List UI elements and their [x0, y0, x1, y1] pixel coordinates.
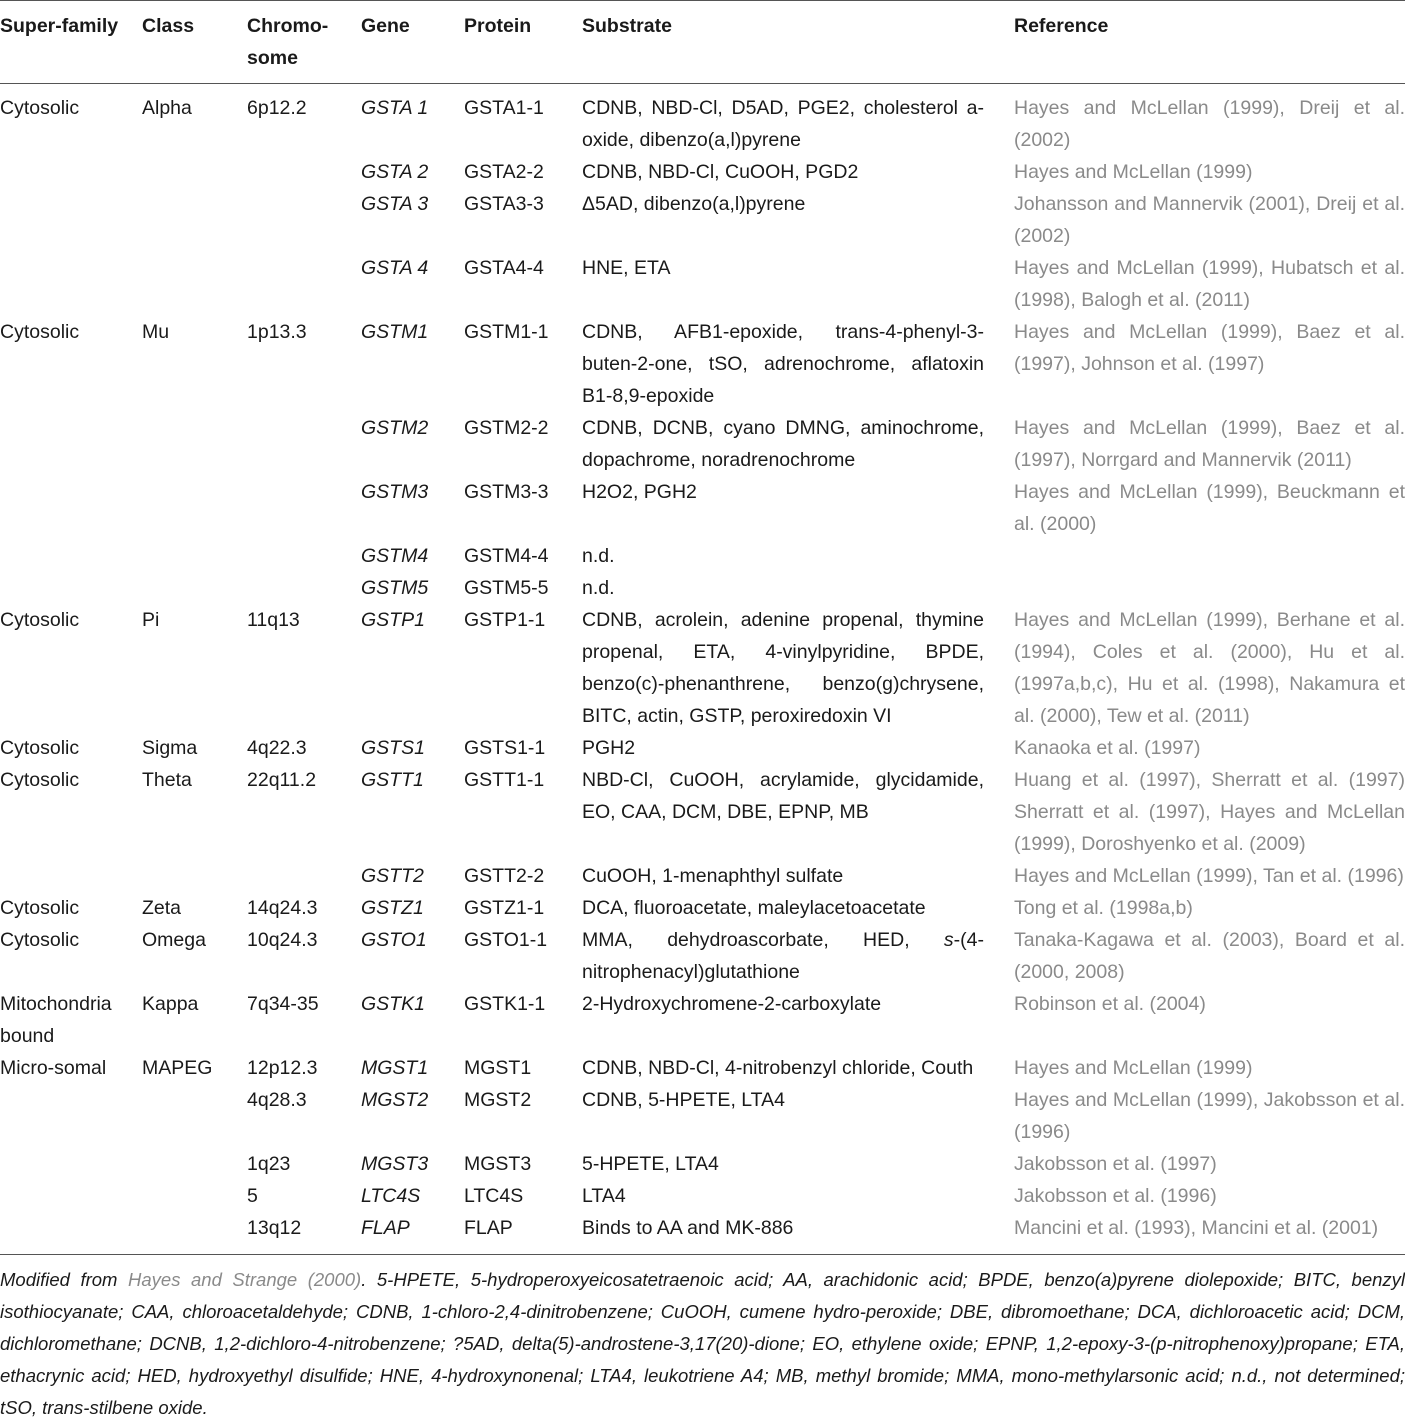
cell-reference[interactable]: Huang et al. (1997), Sherratt et al. (1997) Sherratt et al. (1997), Hayes and McLellan (1999), Doroshyenko et al. (2009)	[1014, 769, 1405, 855]
table-header	[0, 1, 1405, 84]
cell-substrate: CDNB, NBD-Cl, CuOOH, PGD2	[582, 161, 859, 183]
table-row	[0, 540, 1405, 572]
cell-superfamily: Cytosolic	[0, 769, 80, 791]
cell-protein: GSTM3-3	[464, 481, 549, 503]
cell-protein: GSTM1-1	[464, 321, 549, 343]
header-reference: Reference	[1014, 1, 1405, 84]
cell-chromosome: 10q24.3	[247, 929, 318, 951]
cell-gene: GSTZ1	[361, 897, 424, 919]
cell-protein: GSTA1-1	[464, 97, 544, 119]
cell-superfamily: Micro-somal	[0, 1057, 107, 1079]
table-row	[0, 860, 1405, 892]
cell-class: Sigma	[142, 737, 198, 759]
cell-class	[142, 188, 247, 252]
header-substrate: Substrate	[582, 1, 1014, 84]
table-row	[0, 732, 1405, 764]
cell-reference[interactable]: Hayes and McLellan (1999), Baez et al. (1997), Johnson et al. (1997)	[1014, 321, 1405, 375]
cell-gene: MGST2	[361, 1089, 429, 1111]
table-row	[0, 412, 1405, 476]
cell-superfamily	[0, 476, 142, 540]
cell-protein: MGST3	[464, 1153, 532, 1175]
cell-superfamily	[0, 1148, 142, 1180]
cell-chromosome: 1q23	[247, 1153, 291, 1175]
table-row	[0, 1084, 1405, 1148]
cell-chromosome	[247, 860, 361, 892]
cell-gene: GSTM1	[361, 321, 429, 343]
cell-chromosome	[247, 540, 361, 572]
cell-protein: FLAP	[464, 1212, 582, 1255]
cell-superfamily	[0, 1180, 142, 1212]
cell-chromosome: 12p12.3	[247, 1057, 318, 1079]
cell-gene: MGST1	[361, 1057, 429, 1079]
cell-substrate: 2-Hydroxychromene-2-carboxylate	[582, 993, 882, 1015]
cell-chromosome: 4q28.3	[247, 1089, 307, 1111]
header-protein: Protein	[464, 1, 582, 84]
cell-gene: LTC4S	[361, 1185, 421, 1207]
cell-gene: GSTT1	[361, 769, 424, 791]
cell-gene: GSTA 3	[361, 193, 429, 215]
cell-chromosome	[247, 572, 361, 604]
cell-reference[interactable]: Hayes and McLellan (1999), Hubatsch et al. (1998), Balogh et al. (2011)	[1014, 257, 1405, 311]
cell-reference	[1014, 572, 1405, 604]
cell-gene: MGST3	[361, 1153, 429, 1175]
cell-substrate: CDNB, AFB1-epoxide, trans-4-phenyl-3-buten-2-one, tSO, adrenochrome, aflatoxin B1-8,9-epoxide	[582, 321, 984, 407]
cell-class: Zeta	[142, 897, 182, 919]
cell-superfamily: Cytosolic	[0, 929, 80, 951]
cell-chromosome	[247, 188, 361, 252]
cell-protein: GSTS1-1	[464, 737, 546, 759]
cell-substrate: 5-HPETE, LTA4	[582, 1153, 719, 1175]
header-chromosome: Chromo- some	[247, 1, 361, 84]
cell-gene: GSTA 4	[361, 257, 429, 279]
cell-class: Theta	[142, 769, 192, 791]
cell-reference[interactable]: Johansson and Mannervik (2001), Dreij et al. (2002)	[1014, 193, 1405, 247]
cell-chromosome: 1p13.3	[247, 321, 307, 343]
cell-class	[142, 412, 247, 476]
table-row	[0, 476, 1405, 540]
table-row	[0, 316, 1405, 412]
cell-superfamily	[0, 540, 142, 572]
cell-substrate: MMA, dehydroascorbate, HED, s-(4-nitrophenacyl)glutathione	[582, 929, 984, 983]
header-superfamily: Super-family	[0, 1, 142, 84]
cell-class	[142, 1212, 247, 1255]
cell-reference[interactable]: Hayes and McLellan (1999), Berhane et al. (1994), Coles et al. (2000), Hu et al. (1997a,b,c), Hu et al. (1998), Nakamura et al. (2000), Tew et al. (2011)	[1014, 609, 1405, 727]
table-row	[0, 1148, 1405, 1180]
header-gene: Gene	[361, 1, 464, 84]
cell-superfamily	[0, 252, 142, 316]
cell-protein: MGST2	[464, 1089, 532, 1111]
table-row	[0, 892, 1405, 924]
cell-reference[interactable]: Kanaoka et al. (1997)	[1014, 737, 1201, 759]
table-row	[0, 988, 1405, 1052]
cell-protein: GSTP1-1	[464, 609, 546, 631]
cell-gene: GSTA 1	[361, 97, 429, 119]
cell-gene: GSTT2	[361, 865, 424, 887]
cell-superfamily: Cytosolic	[0, 97, 80, 119]
cell-superfamily	[0, 412, 142, 476]
cell-class	[142, 1148, 247, 1180]
cell-class	[142, 1180, 247, 1212]
cell-reference[interactable]: Hayes and McLellan (1999)	[1014, 161, 1253, 183]
cell-superfamily	[0, 572, 142, 604]
table-row	[0, 252, 1405, 316]
table-row	[0, 188, 1405, 252]
cell-chromosome: 22q11.2	[247, 769, 317, 791]
header-row	[0, 1, 1405, 84]
cell-substrate: HNE, ETA	[582, 257, 671, 279]
table-row	[0, 1180, 1405, 1212]
cell-gene: GSTA 2	[361, 161, 429, 183]
cell-class	[142, 252, 247, 316]
cell-substrate: CDNB, NBD-Cl, D5AD, PGE2, cholesterol a-oxide, dibenzo(a,l)pyrene	[582, 97, 984, 151]
cell-reference[interactable]: Hayes and McLellan (1999), Baez et al. (1997), Norrgard and Mannervik (2011)	[1014, 417, 1405, 471]
cell-gene: GSTM3	[361, 481, 429, 503]
cell-substrate: PGH2	[582, 737, 636, 759]
cell-chromosome	[247, 156, 361, 188]
cell-reference[interactable]: Mancini et al. (1993), Mancini et al. (2001)	[1014, 1212, 1405, 1255]
cell-substrate: CDNB, acrolein, adenine propenal, thymine propenal, ETA, 4-vinylpyridine, BPDE, benzo(c)-phenanthrene, benzo(g)chrysene, BITC, actin, GSTP, peroxiredoxin VI	[582, 609, 984, 727]
table-row	[0, 156, 1405, 188]
cell-protein: GSTK1-1	[464, 993, 546, 1015]
cell-protein: GSTZ1-1	[464, 897, 545, 919]
cell-reference	[1014, 540, 1405, 572]
table-row	[0, 1212, 1405, 1255]
cell-superfamily: Mitochondria bound	[0, 993, 112, 1047]
footnote-text: . 5-HPETE, 5-hydroperoxyeicosatetraenoic acid; AA, arachidonic acid; BPDE, benzo(a)pyrene diolepoxide; BITC, benzyl isothiocyanate; CAA, chloroacetaldehyde; CDNB, 1-chloro-2,4-dinitrobenzene; CuOOH, cumene hydro-peroxide; DBE, dibromoethane; DCA, dichloroacetic acid; DCM, dichloromethane; DCNB, 1,2-dichloro-4-nitrobenzene; ?5AD, delta(5)-androstene-3,17(20)-dione; EO, ethylene oxide; EPNP, 1,2-epoxy-3-(p-nitrophenoxy)propane; ETA, ethacrynic acid; HED, hydroxyethyl disulfide; HNE, 4-hydroxynonenal; LTA4, leukotriene A4; MB, methyl bromide; MMA, mono-methylarsonic acid; n.d., not determined; tSO, trans-stilbene oxide.	[0, 1269, 1405, 1418]
cell-protein: GSTT1-1	[464, 769, 545, 791]
cell-substrate: CuOOH, 1-menaphthyl sulfate	[582, 865, 844, 887]
cell-reference[interactable]: Tanaka-Kagawa et al. (2003), Board et al. (2000, 2008)	[1014, 929, 1405, 983]
cell-class	[142, 476, 247, 540]
cell-reference[interactable]: Hayes and McLellan (1999), Jakobsson et al. (1996)	[1014, 1089, 1405, 1143]
footnote-citation-link[interactable]: Hayes and Strange (2000)	[128, 1269, 362, 1290]
cell-reference[interactable]: Hayes and McLellan (1999), Tan et al. (1996)	[1014, 865, 1404, 887]
cell-chromosome: 14q24.3	[247, 897, 318, 919]
cell-substrate: n.d.	[582, 545, 615, 567]
cell-chromosome: 7q34-35	[247, 993, 319, 1015]
cell-gene: FLAP	[361, 1212, 464, 1255]
cell-gene: GSTK1	[361, 993, 425, 1015]
cell-class	[142, 860, 247, 892]
cell-substrate: DCA, fluoroacetate, maleylacetoacetate	[582, 897, 926, 919]
cell-gene: GSTM5	[361, 577, 429, 599]
cell-chromosome	[247, 412, 361, 476]
cell-class	[142, 572, 247, 604]
cell-reference[interactable]: Hayes and McLellan (1999), Beuckmann et al. (2000)	[1014, 481, 1405, 535]
cell-gene: GSTO1	[361, 929, 427, 951]
cell-class	[142, 540, 247, 572]
cell-substrate: CDNB, 5-HPETE, LTA4	[582, 1089, 785, 1111]
cell-substrate: n.d.	[582, 577, 615, 599]
table-row	[0, 1052, 1405, 1084]
cell-protein: GSTT2-2	[464, 865, 545, 887]
cell-protein: GSTM4-4	[464, 545, 549, 567]
table-row	[0, 572, 1405, 604]
cell-gene: GSTS1	[361, 737, 425, 759]
table-row	[0, 924, 1405, 988]
table-row	[0, 764, 1405, 860]
cell-gene: GSTM2	[361, 417, 429, 439]
cell-class: Alpha	[142, 97, 192, 119]
cell-substrate: LTA4	[582, 1185, 626, 1207]
footnote-prefix: Modified from	[0, 1269, 129, 1290]
cell-class: Kappa	[142, 993, 199, 1015]
cell-gene: GSTP1	[361, 609, 425, 631]
cell-substrate: Binds to AA and MK-886	[582, 1212, 1014, 1255]
cell-protein: GSTA3-3	[464, 193, 544, 215]
cell-superfamily: Cytosolic	[0, 737, 80, 759]
cell-chromosome: 11q13	[247, 609, 300, 631]
cell-reference[interactable]: Hayes and McLellan (1999)	[1014, 1057, 1253, 1079]
header-class: Class	[142, 1, 247, 84]
cell-class	[142, 1084, 247, 1148]
cell-reference[interactable]: Robinson et al. (2004)	[1014, 993, 1206, 1015]
cell-protein: MGST1	[464, 1057, 532, 1079]
cell-superfamily	[0, 860, 142, 892]
cell-substrate: Δ5AD, dibenzo(a,l)pyrene	[582, 193, 806, 215]
table-footnote	[0, 1264, 1405, 1424]
cell-reference[interactable]: Tong et al. (1998a,b)	[1014, 897, 1193, 919]
cell-class: Mu	[142, 321, 170, 343]
cell-substrate: H2O2, PGH2	[582, 481, 697, 503]
table-row	[0, 84, 1405, 157]
cell-protein: LTC4S	[464, 1185, 524, 1207]
cell-chromosome	[247, 476, 361, 540]
cell-chromosome: 5	[247, 1185, 258, 1207]
cell-chromosome	[247, 252, 361, 316]
table-body	[0, 84, 1405, 1255]
cell-superfamily	[0, 1212, 142, 1255]
cell-substrate: CDNB, DCNB, cyano DMNG, aminochrome, dopachrome, noradrenochrome	[582, 417, 984, 471]
cell-reference[interactable]: Jakobsson et al. (1996)	[1014, 1185, 1217, 1207]
cell-superfamily	[0, 188, 142, 252]
cell-class: Omega	[142, 929, 206, 951]
cell-superfamily: Cytosolic	[0, 609, 80, 631]
cell-protein: GSTA2-2	[464, 161, 544, 183]
cell-substrate: CDNB, NBD-Cl, 4-nitrobenzyl chloride, Couth	[582, 1057, 974, 1079]
cell-reference[interactable]: Jakobsson et al. (1997)	[1014, 1153, 1217, 1175]
cell-protein: GSTM2-2	[464, 417, 549, 439]
cell-gene: GSTM4	[361, 545, 429, 567]
table-row	[0, 604, 1405, 732]
cell-chromosome: 6p12.2	[247, 97, 307, 119]
cell-class: Pi	[142, 609, 160, 631]
cell-class	[142, 156, 247, 188]
cell-protein: GSTO1-1	[464, 929, 548, 951]
cell-protein: GSTA4-4	[464, 257, 544, 279]
cell-superfamily	[0, 156, 142, 188]
cell-reference[interactable]: Hayes and McLellan (1999), Dreij et al. (2002)	[1014, 97, 1405, 151]
cell-chromosome: 4q22.3	[247, 737, 307, 759]
cell-protein: GSTM5-5	[464, 577, 549, 599]
cell-substrate: NBD-Cl, CuOOH, acrylamide, glycidamide, EO, CAA, DCM, DBE, EPNP, MB	[582, 769, 984, 823]
cell-superfamily: Cytosolic	[0, 897, 80, 919]
cell-superfamily: Cytosolic	[0, 321, 80, 343]
cell-superfamily	[0, 1084, 142, 1148]
cell-chromosome: 13q12	[247, 1212, 361, 1255]
cell-class: MAPEG	[142, 1057, 213, 1079]
